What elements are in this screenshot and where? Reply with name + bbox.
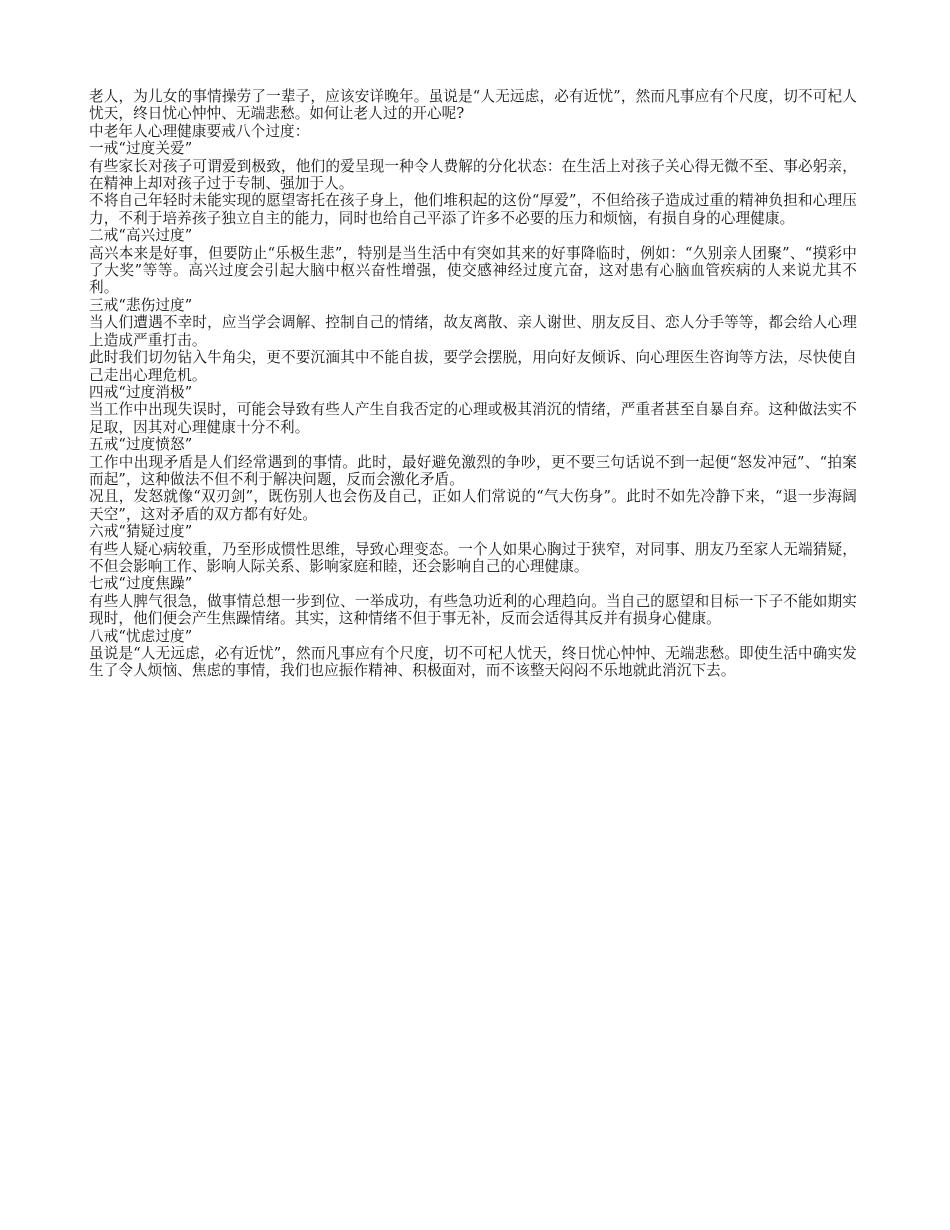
section-4-paragraph-1: 当工作中出现失误时，可能会导致有些人产生自我否定的心理或极其消沉的情绪，严重者甚至自暴自弃。这种做法实不足取，因其对心理健康十分不利。 (89, 401, 857, 436)
section-5-heading: 五戒“过度愤怒” (89, 436, 193, 454)
intro-paragraph: 老人，为儿女的事情操劳了一辈子，应该安详晚年。虽说是“人无远虑，必有近忧”，然而凡事应有个尺度，切不可杞人忧天，终日忧心忡忡、无端悲愁。如何让老人过的开心呢? (89, 88, 857, 123)
section-6-heading: 六戒“猜疑过度” (89, 523, 193, 541)
section-3-paragraph-1: 当人们遭遇不幸时，应当学会调解、控制自己的情绪，故友离散、亲人谢世、朋友反目、恋人分手等等，都会给人心理上造成严重打击。 (89, 314, 857, 349)
section-4-heading: 四戒“过度消极” (89, 383, 193, 401)
section-3-heading: 三戒“悲伤过度” (89, 296, 193, 314)
section-3-paragraph-2: 此时我们切勿钻入牛角尖，更不要沉湎其中不能自拔，要学会摆脱，用向好友倾诉、向心理医生咨询等方法，尽快使自己走出心理危机。 (89, 349, 857, 384)
section-2-heading: 二戒“高兴过度” (89, 227, 193, 245)
section-1-heading: 一戒“过度关爱” (89, 140, 193, 158)
section-8-paragraph-1: 虽说是“人无远虑，必有近忧”，然而凡事应有个尺度，切不可杞人忧天，终日忧心忡忡、无端悲愁。即使生活中确实发生了令人烦恼、焦虑的事情，我们也应振作精神、积极面对，而不该整天闷闷不乐地就此消沉下去。 (89, 645, 857, 680)
section-1-paragraph-1: 有些家长对孩子可谓爱到极致，他们的爱呈现一种令人费解的分化状态：在生活上对孩子关心得无微不至、事必躬亲，在精神上却对孩子过于专制、强加于人。 (89, 157, 857, 193)
section-2-paragraph-1: 高兴本来是好事，但要防止“乐极生悲”，特别是当生活中有突如其来的好事降临时，例如：“久别亲人团聚”、“摸彩中了大奖”等等。高兴过度会引起大脑中枢兴奋性增强，使交感神经过度亢奋，这对患有心脑血管疾病的人来说尤其不利。 (89, 244, 857, 297)
section-5-paragraph-2: 况且，发怒就像“双刃剑”，既伤别人也会伤及自己，正如人们常说的“气大伤身”。此时不如先冷静下来，“退一步海阔天空”，这对矛盾的双方都有好处。 (89, 488, 857, 523)
document-body (89, 88, 857, 680)
section-6-paragraph-1: 有些人疑心病较重，乃至形成惯性思维，导致心理变态。一个人如果心胸过于狭窄，对同事、朋友乃至家人无端猜疑，不但会影响工作、影响人际关系、影响家庭和睦，还会影响自己的心理健康。 (89, 540, 857, 575)
section-8-heading: 八戒“忧虑过度” (89, 627, 193, 645)
section-1-paragraph-2: 不将自己年轻时未能实现的愿望寄托在孩子身上，他们堆积起的这份“厚爱”，不但给孩子造成过重的精神负担和心理压力，不利于培养孩子独立自主的能力，同时也给自己平添了许多不必要的压力和烦恼，有损自身的心理健康。 (89, 192, 857, 227)
section-5-paragraph-1: 工作中出现矛盾是人们经常遇到的事情。此时，最好避免激烈的争吵，更不要三句话说不到一起便“怒发冲冠”、“拍案而起”，这种做法不但不利于解决问题，反而会激化矛盾。 (89, 453, 857, 488)
section-7-heading: 七戒“过度焦躁” (89, 575, 193, 593)
lead-line: 中老年人心理健康要戒八个过度： (89, 122, 310, 140)
section-7-paragraph-1: 有些人脾气很急，做事情总想一步到位、一举成功，有些急功近利的心理趋向。当自己的愿望和目标一下子不能如期实现时，他们便会产生焦躁情绪。其实，这种情绪不但于事无补，反而会适得其反并有损身心健康。 (89, 592, 857, 628)
